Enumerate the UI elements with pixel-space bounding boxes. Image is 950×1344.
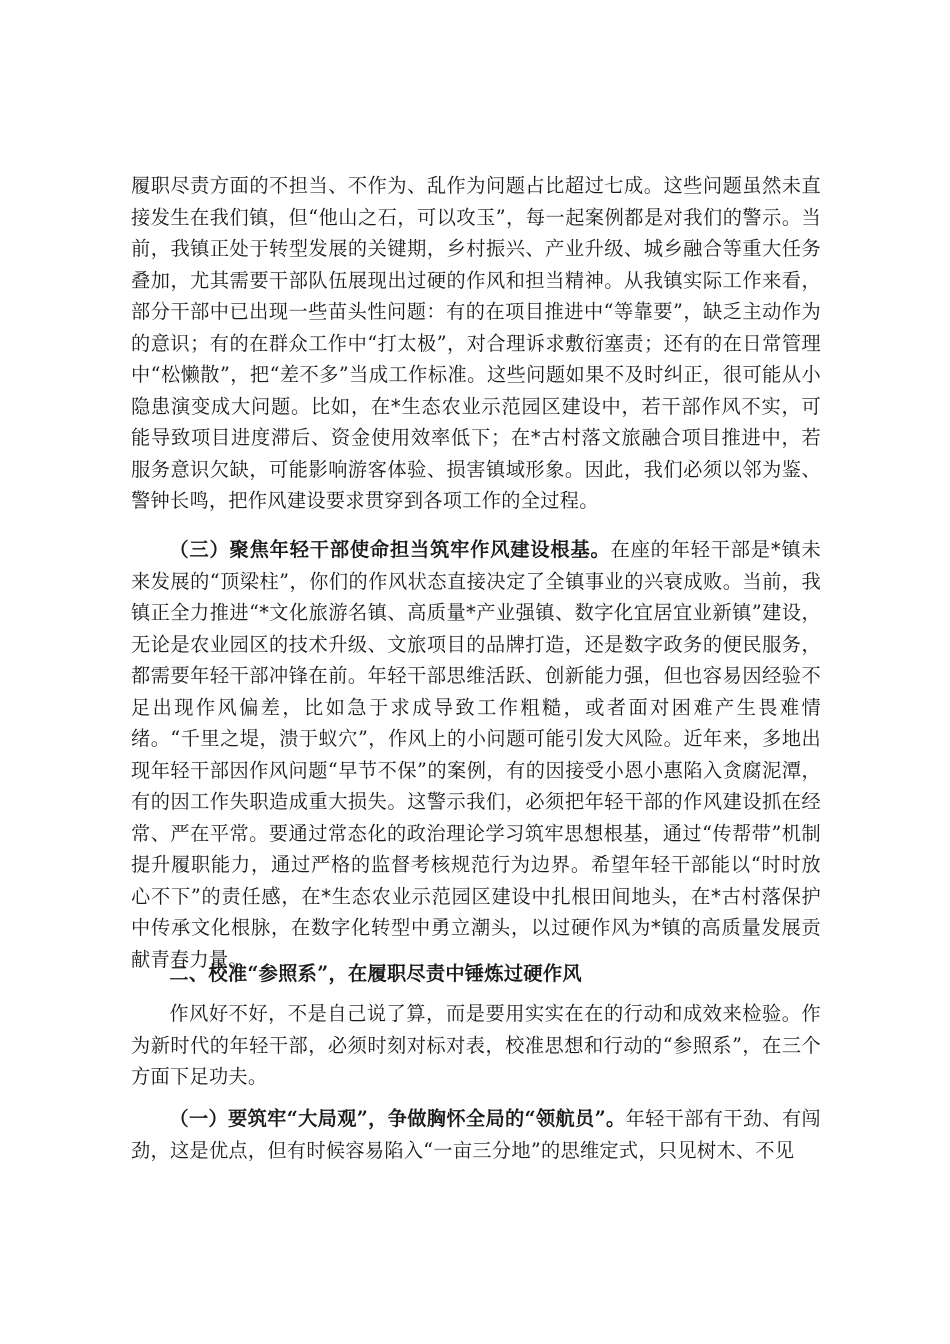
section-three-body: 在座的年轻干部是*镇未来发展的“顶梁柱”，你们的作风状态直接决定了全镇事业的兴衰成败。当前，我镇正全力推进“*文化旅游名镇、高质量*产业强镇、数字化宜居宜业新镇”建设，无论是农业园区的技术升级、文旅项目的品牌打造，还是数字政务的便民服务，都需要年轻干部冲锋在前。年轻干部思维活跃、创新能力强，但也容易因经验不足出现作风偏差，比如急于求成导致工作粗糙，或者面对困难产生畏难情绪。“千里之堤，溃于蚁穴”，作风上的小问题可能引发大风险。近年来，多地出现年轻干部因作风问题“早节不保”的案例，有的因接受小恩小惠陷入贪腐泥潭，有的因工作失职造成重大损失。这警示我们，必须把年轻干部的作风建设抓在经常、严在平常。要通过常态化的政治理论学习筑牢思想根基，通过“传帮带”机制提升履职能力，通过严格的监督考核规范行为边界。希望年轻干部能以“时时放心不下”的责任感，在*生态农业示范园区建设中扎根田间地头，在*古村落保护中传承文化根脉，在数字化转型中勇立潮头，以过硬作风为*镇的高质量发展贡献青春力量。 xyxy=(131,538,821,971)
paragraph-section-three xyxy=(131,534,821,975)
section-three xyxy=(131,534,821,975)
page-body xyxy=(131,170,821,517)
chapter-two xyxy=(131,958,821,990)
paragraph-subsection-one xyxy=(131,1103,821,1166)
section-three-heading: （三）聚焦年轻干部使命担当筑牢作风建设根基。 xyxy=(169,538,611,561)
chapter-two-intro-paragraph: 作风好不好，不是自己说了算，而是要用实实在在的行动和成效来检验。作为新时代的年轻干部，必须时刻对标对表，校准思想和行动的“参照系”，在三个方面下足功夫。 xyxy=(131,1002,821,1088)
chapter-two-heading: 二、校准“参照系”，在履职尽责中锤炼过硬作风 xyxy=(169,962,582,985)
subsection-one-heading: （一）要筑牢“大局观”，争做胸怀全局的“领航员”。 xyxy=(169,1107,626,1130)
subsection-one-body: 年轻干部有干劲、有闯劲，这是优点，但有时候容易陷入“一亩三分地”的思维定式，只见树木、不见 xyxy=(131,1107,822,1162)
subsection-one xyxy=(131,1103,821,1166)
chapter-two-intro xyxy=(131,998,821,1093)
paragraph-continuation: 履职尽责方面的不担当、不作为、乱作为问题占比超过七成。这些问题虽然未直接发生在我们镇，但“他山之石，可以攻玉”，每一起案例都是对我们的警示。当前，我镇正处于转型发展的关键期，乡村振兴、产业升级、城乡融合等重大任务叠加，尤其需要干部队伍展现出过硬的作风和担当精神。从我镇实际工作来看，部分干部中已出现一些苗头性问题：有的在项目推进中“等靠要”，缺乏主动作为的意识；有的在群众工作中“打太极”，对合理诉求敷衍塞责；还有的在日常管理中“松懒散”，把“差不多”当成工作标准。这些问题如果不及时纠正，很可能从小隐患演变成大问题。比如，在*生态农业示范园区建设中，若干部作风不实，可能导致项目进度滞后、资金使用效率低下；在*古村落文旅融合项目推进中，若服务意识欠缺，可能影响游客体验、损害镇域形象。因此，我们必须以邻为鉴、警钟长鸣，把作风建设要求贯穿到各项工作的全过程。 xyxy=(131,174,821,512)
